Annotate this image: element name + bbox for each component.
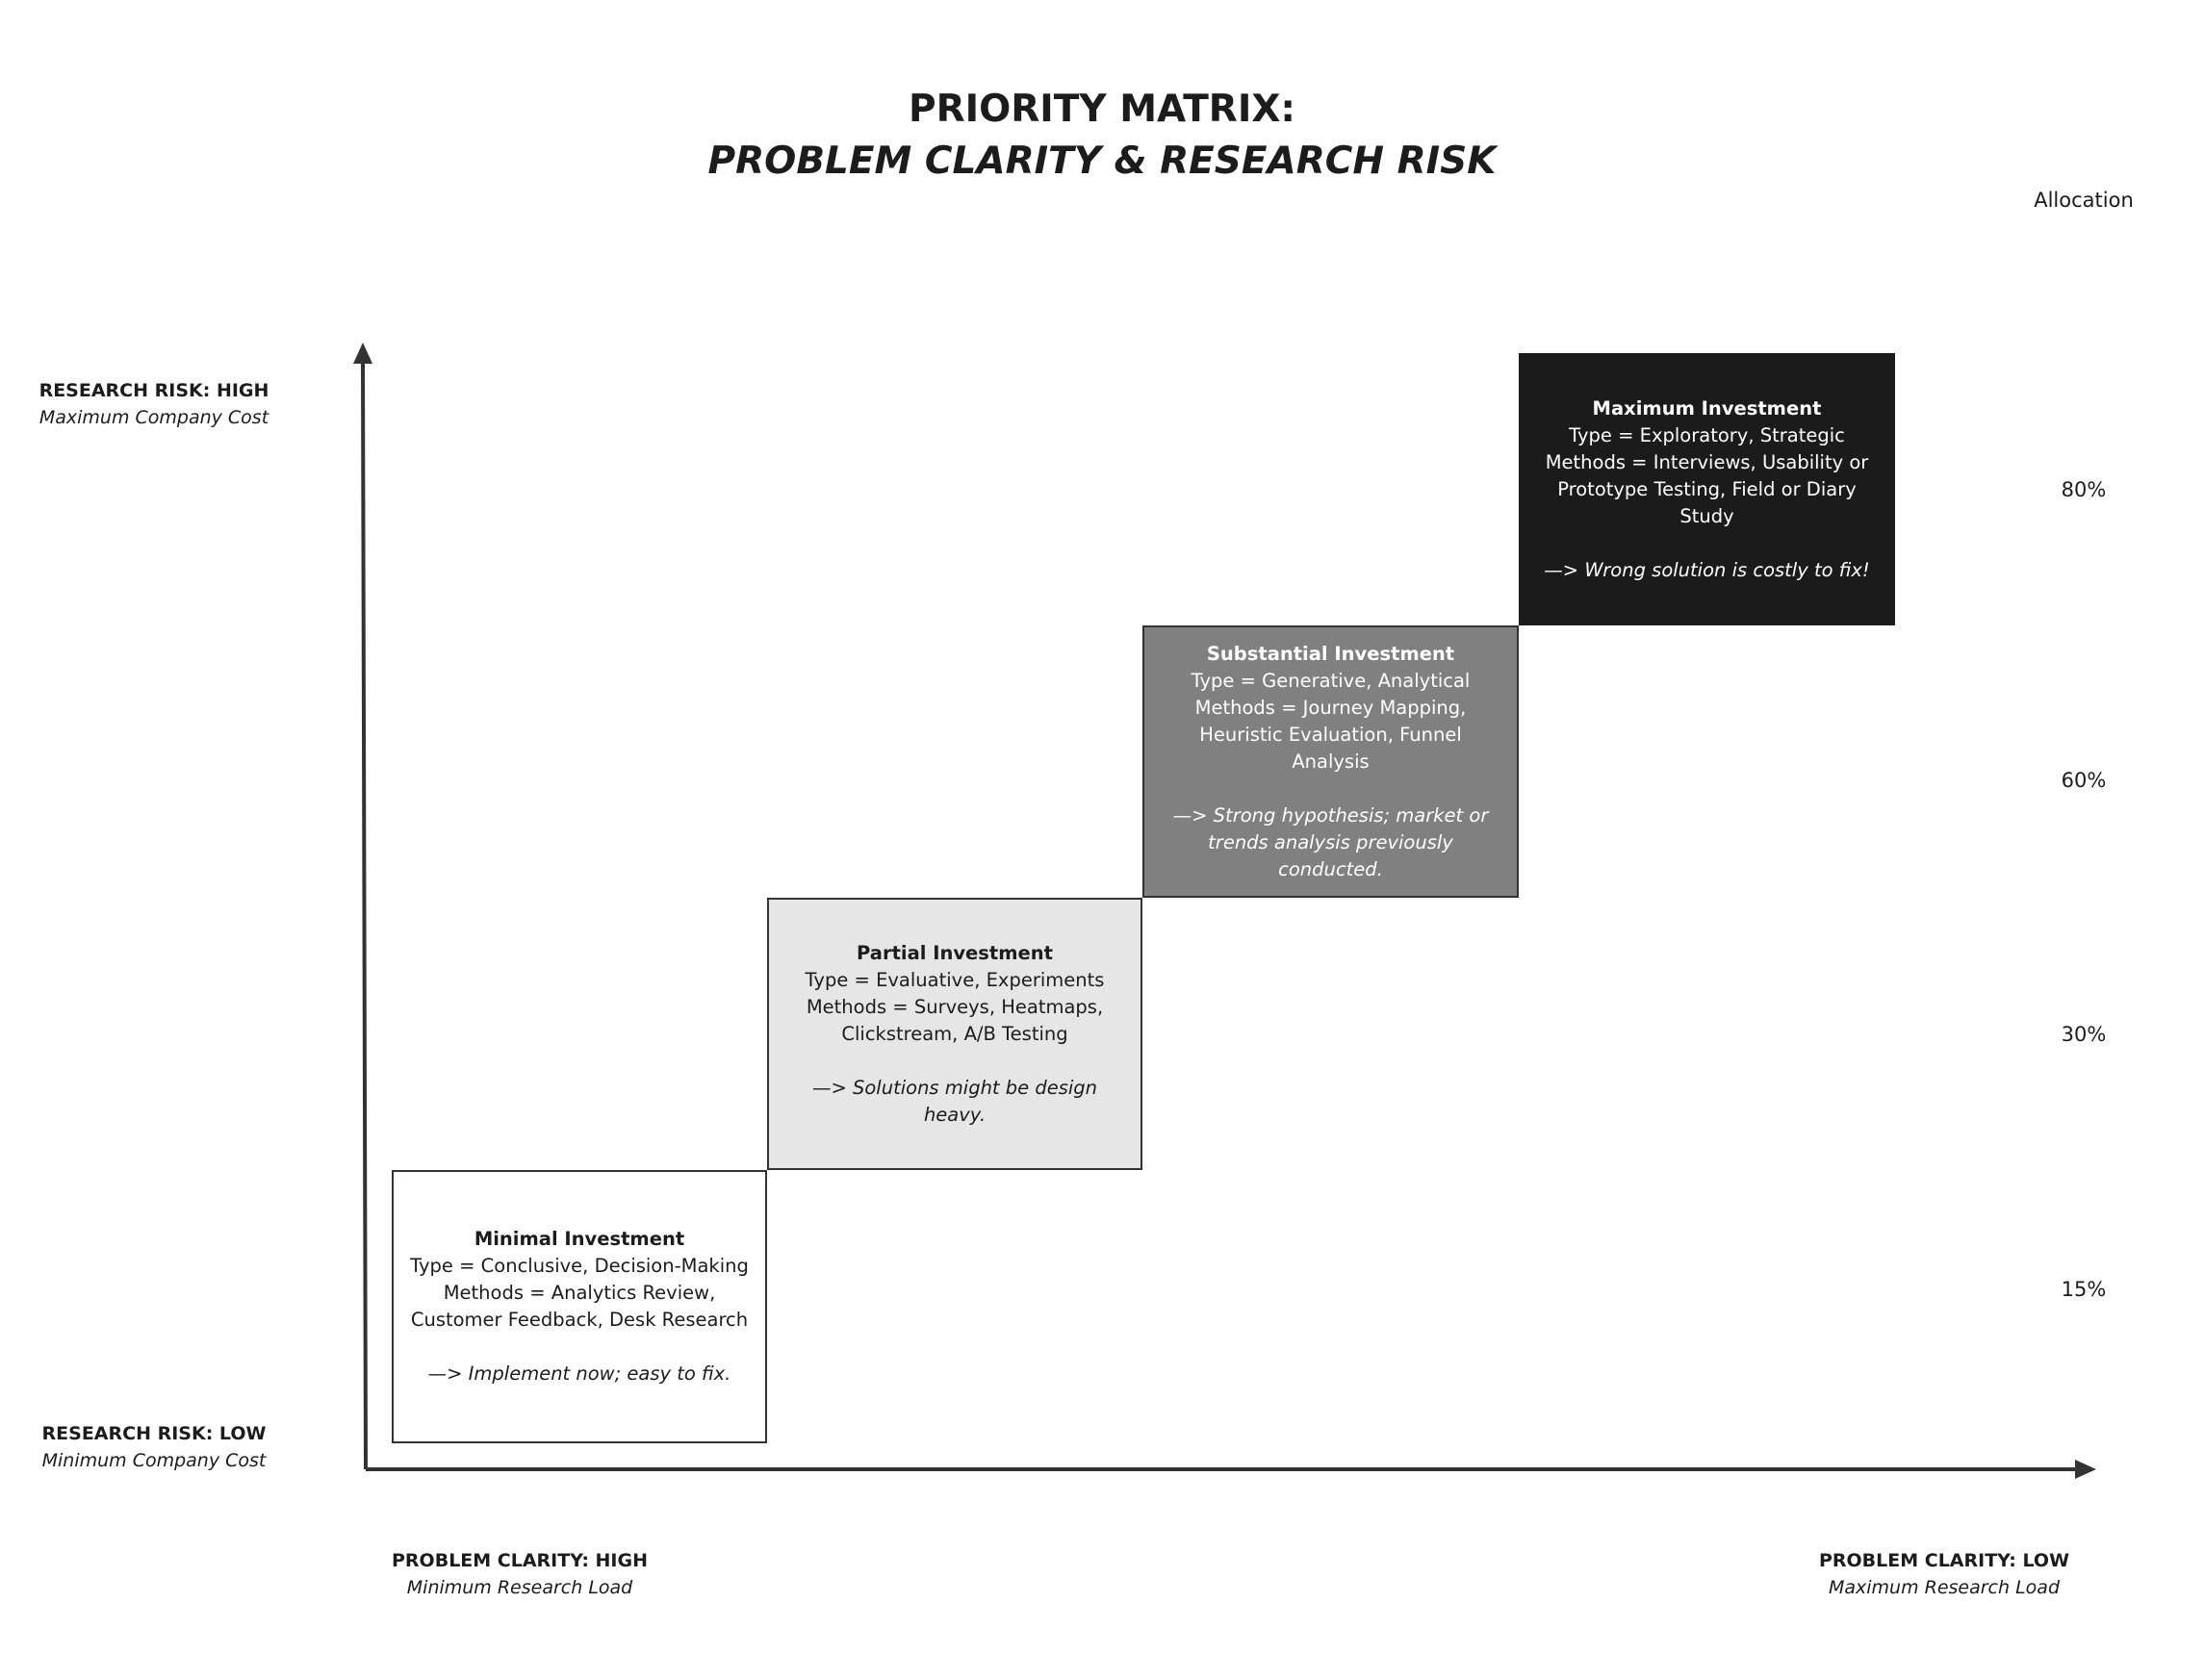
box-title: Maximum Investment [1592, 396, 1822, 420]
box-note: —> Wrong solution is costly to fix! [1544, 558, 1870, 581]
box-type: Type = Evaluative, Experiments [805, 968, 1105, 991]
box-type: Type = Generative, Analytical [1191, 669, 1471, 692]
partial-investment-box [767, 898, 1142, 1170]
maximum-investment-box [1519, 353, 1895, 625]
allocation-substantial: 60% [2061, 769, 2107, 792]
x-axis-high-title: PROBLEM CLARITY: HIGH [392, 1550, 648, 1571]
box-type: Type = Exploratory, Strategic [1569, 423, 1845, 446]
page-title: PRIORITY MATRIX: [908, 88, 1296, 131]
x-axis-high-subtitle: Minimum Research Load [406, 1577, 633, 1598]
box-methods: Methods = Surveys, Heatmaps, Clickstream, A/B Testing [806, 995, 1104, 1045]
box-methods: Methods = Analytics Review, Customer Feedback, Desk Research [410, 1282, 749, 1331]
x-axis-low-title: PROBLEM CLARITY: LOW [1818, 1550, 2070, 1571]
allocation-minimal: 15% [2061, 1278, 2107, 1301]
y-axis-high-title: RESEARCH RISK: HIGH [38, 380, 269, 401]
x-axis-low-label [1790, 1547, 2098, 1601]
x-axis-high-label [366, 1547, 674, 1601]
y-axis-low-subtitle: Minimum Company Cost [41, 1450, 267, 1471]
y-axis-high-subtitle: Maximum Company Cost [38, 407, 269, 428]
allocation-header: Allocation [2034, 189, 2134, 212]
x-axis-arrowhead [2075, 1460, 2096, 1479]
y-axis-low-title: RESEARCH RISK: LOW [41, 1423, 267, 1444]
box-title: Substantial Investment [1206, 642, 1455, 665]
y-axis-line [363, 356, 366, 1469]
y-axis-high-label [19, 377, 289, 431]
allocation-maximum: 80% [2061, 478, 2107, 501]
box-title: Minimal Investment [474, 1228, 685, 1250]
box-note: —> Solutions might be design heavy. [811, 1076, 1098, 1126]
x-axis-low-subtitle: Maximum Research Load [1828, 1577, 2061, 1598]
box-methods: Methods = Journey Mapping, Heuristic Evaluation, Funnel Analysis [1194, 696, 1467, 773]
box-note: —> Implement now; easy to fix. [427, 1362, 731, 1385]
minimal-investment-box [392, 1170, 767, 1443]
page-subtitle: PROBLEM CLARITY & RESEARCH RISK [707, 140, 1497, 183]
y-axis-arrowhead [353, 343, 372, 364]
box-note: —> Strong hypothesis; market or trends analysis previously conducted. [1172, 803, 1489, 880]
box-methods: Methods = Interviews, Usability or Prototype Testing, Field or Diary Study [1545, 450, 1869, 527]
y-axis-low-label [19, 1420, 289, 1474]
allocation-partial: 30% [2061, 1023, 2107, 1046]
box-type: Type = Conclusive, Decision-Making [410, 1255, 749, 1277]
substantial-investment-box [1142, 625, 1519, 898]
box-title: Partial Investment [857, 941, 1053, 964]
